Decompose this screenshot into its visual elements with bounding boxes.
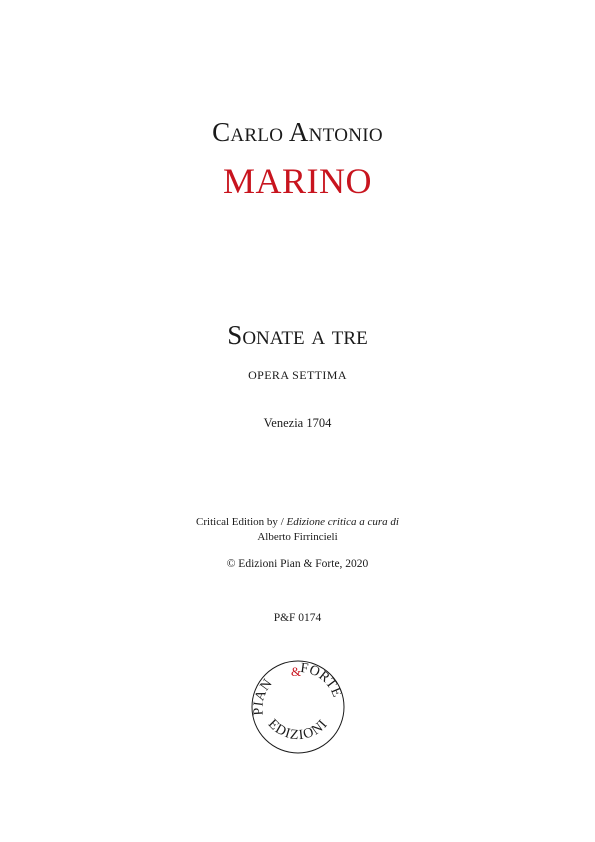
critical-label-it: Edizione critica a cura di <box>286 516 399 528</box>
place-date: Venezia 1704 <box>263 416 332 430</box>
critical-label-en: Critical Edition by <box>196 516 278 528</box>
composer-surname: MARINO <box>222 161 372 201</box>
svg-text:EDIZIONI <box>265 717 331 744</box>
logo-text-pian: PIAN <box>251 676 276 716</box>
editor-name: Alberto Firrincieli <box>257 531 338 543</box>
svg-text:FORTE <box>299 661 344 700</box>
logo-ampersand: & <box>290 664 302 679</box>
publisher-logo <box>248 657 348 757</box>
logo-text-edizioni: EDIZIONI <box>264 716 332 744</box>
copyright-notice: © Edizioni Pian & Forte, 2020 <box>226 558 369 570</box>
logo-text-forte: FORTE <box>299 660 345 700</box>
opus-label: OPERA SETTIMA <box>248 368 347 382</box>
editor-credit <box>0 516 595 528</box>
credit-separator: / <box>277 516 287 528</box>
composer-first-names: Carlo Antonio <box>212 117 383 147</box>
catalog-number: P&F 0174 <box>273 612 322 624</box>
work-title: Sonate a tre <box>227 320 368 350</box>
svg-text:PIAN <box>251 676 276 716</box>
